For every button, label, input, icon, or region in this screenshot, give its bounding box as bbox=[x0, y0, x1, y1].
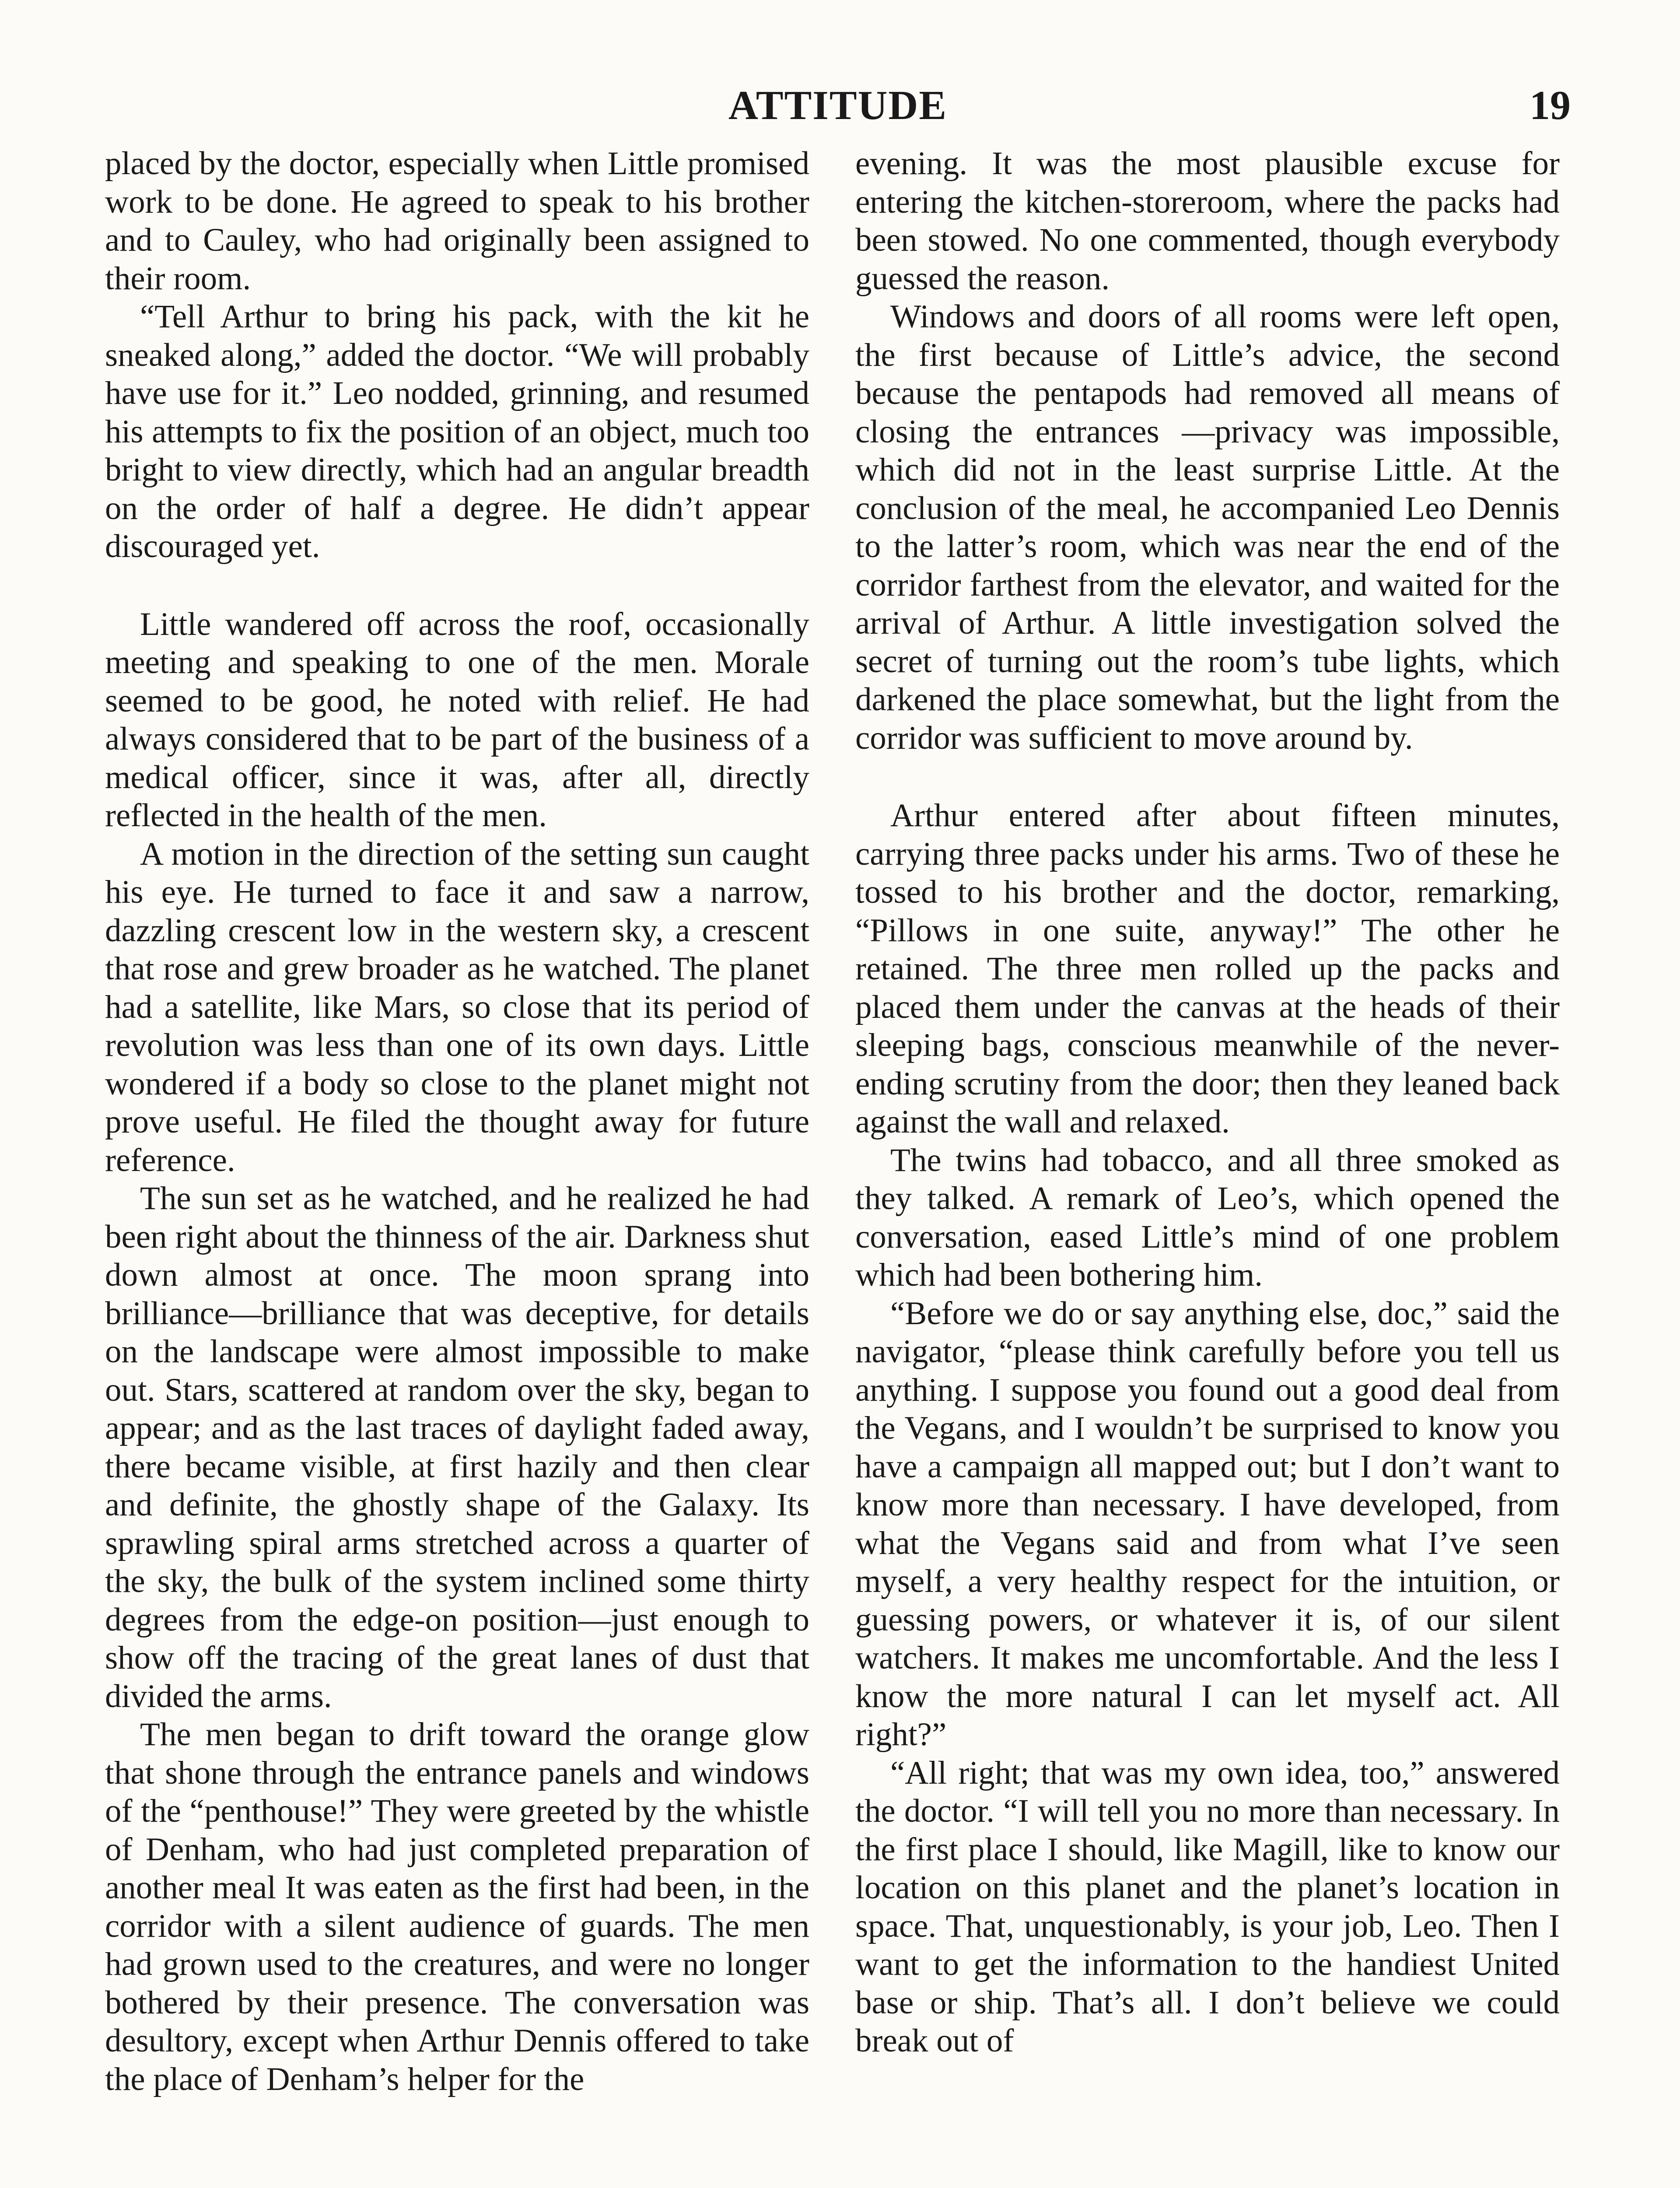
page-header bbox=[105, 77, 1571, 138]
paragraph: The twins had tobacco, and all three smoked as they talked. A remark of Leo’s, which opened the conversation, eased Little’s mind of one problem which had been bothering him. bbox=[855, 1142, 1560, 1293]
section-break bbox=[855, 757, 1560, 796]
right-column bbox=[855, 144, 1560, 2060]
left-column bbox=[105, 144, 809, 2098]
paragraph: placed by the doctor, especially when Little promised work to be done. He agreed to speak to his brother and to Cauley, who had originally been assigned to their room. bbox=[105, 145, 809, 297]
paragraph: Little wandered off across the roof, occasionally meeting and speaking to one of the men. Morale seemed to be good, he noted with relief. He had always considered that to be part of the business of a medical officer, since it was, after all, directly reflected in the health of the men. bbox=[105, 606, 809, 834]
paragraph: The men began to drift toward the orange glow that shone through the entrance panels and windows of the “penthouse!” They were greeted by the whistle of Denham, who had just completed preparation of another meal It was eaten as the first had been, in the corridor with a silent audience of guards. The men had grown used to the creatures, and were no longer bothered by their presence. The conversation was desultory, except when Arthur Dennis offered to take the place of Denham’s helper for the bbox=[105, 1716, 809, 2097]
paragraph: A motion in the direction of the setting sun caught his eye. He turned to face it and saw a narrow, dazzling crescent low in the western sky, a crescent that rose and grew broader as he watched. The planet had a satellite, like Mars, so close that its period of revolution was less than one of its own days. Little wondered if a body so close to the planet might not prove useful. He filed the thought away for future reference. bbox=[105, 835, 809, 1178]
paragraph: evening. It was the most plausible excuse for entering the kitchen-storeroom, where the packs had been stowed. No one commented, though everybody guessed the reason. bbox=[855, 145, 1560, 297]
page-number: 19 bbox=[1530, 83, 1571, 128]
paragraph: Arthur entered after about fifteen minutes, carrying three packs under his arms. Two of these he tossed to his brother and the doctor, remarking, “Pillows in one suite, anyway!” The other he retained. The three men rolled up the packs and placed them under the canvas at the heads of their sleeping bags, conscious meanwhile of the never-ending scrutiny from the door; then they leaned back against the wall and relaxed. bbox=[855, 797, 1560, 1140]
paragraph: “All right; that was my own idea, too,” answered the doctor. “I will tell you no more than necessary. In the first place I should, like Magill, like to know our location on this planet and the planet’s location in space. That, unquestionably, is your job, Leo. Then I want to get the information to the handiest United base or ship. That’s all. I don’t believe we could break out of bbox=[855, 1754, 1560, 2059]
running-title: ATTITUDE bbox=[728, 83, 948, 128]
section-break bbox=[105, 566, 809, 605]
paragraph: The sun set as he watched, and he realized he had been right about the thinness of the air. Darkness shut down almost at once. The moon sprang into brilliance—brilliance that was deceptive, for details on the landscape were almost impossible to make out. Stars, scattered at random over the sky, began to appear; and as the last traces of daylight faded away, there became visible, at first hazily and then clear and definite, the ghostly shape of the Galaxy. Its sprawling spiral arms stretched across a quarter of the sky, the bulk of the system inclined some thirty degrees from the edge-on position—just enough to show off the tracing of the great lanes of dust that divided the arms. bbox=[105, 1180, 809, 1715]
paragraph: Windows and doors of all rooms were left open, the first because of Little’s advice, the second because the pentapods had removed all means of closing the entrances —privacy was impossible, which did not in the least surprise Little. At the conclusion of the meal, he accompanied Leo Dennis to the latter’s room, which was near the end of the corridor farthest from the elevator, and waited for the arrival of Arthur. A little investigation solved the secret of turning out the room’s tube lights, which darkened the place somewhat, but the light from the corridor was sufficient to move around by. bbox=[855, 298, 1560, 756]
paragraph: “Tell Arthur to bring his pack, with the kit he sneaked along,” added the doctor. “We will probably have use for it.” Leo nodded, grinning, and resumed his attempts to fix the position of an object, much too bright to view directly, which had an angular breadth on the order of half a degree. He didn’t appear discouraged yet. bbox=[105, 298, 809, 565]
paragraph: “Before we do or say anything else, doc,” said the navigator, “please think carefully before you tell us anything. I suppose you found out a good deal from the Vegans, and I wouldn’t be surprised to know you have a campaign all mapped out; but I don’t want to know more than necessary. I have developed, from what the Vegans said and from what I’ve seen myself, a very healthy respect for the intuition, or guessing powers, or whatever it is, of our silent watchers. It makes me uncomfortable. And the less I know the more natural I can let myself act. All right?” bbox=[855, 1295, 1560, 1753]
